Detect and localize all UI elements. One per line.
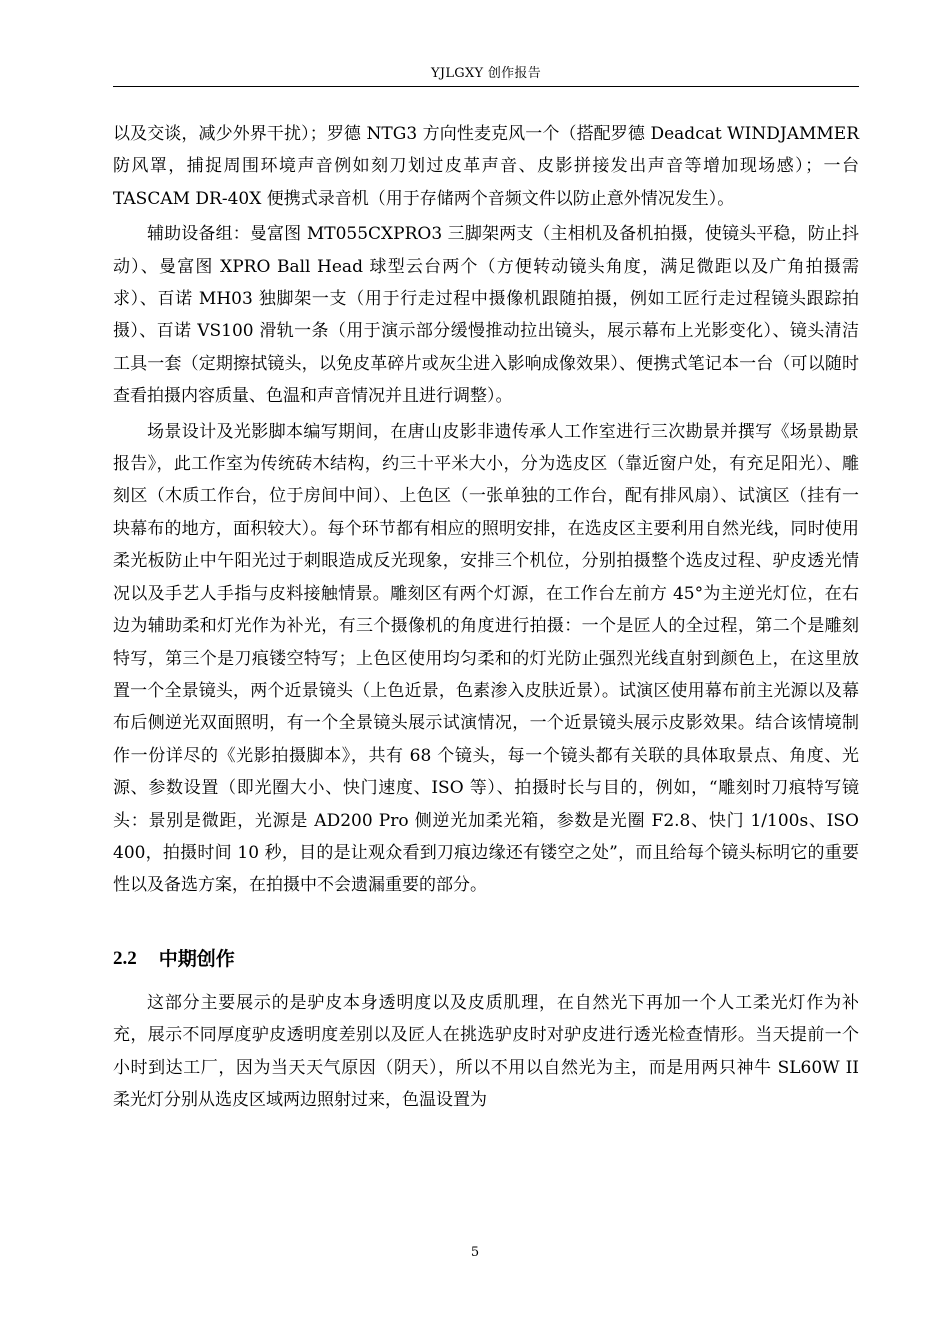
body-text [113,118,859,1116]
section-heading [113,902,859,987]
header-rule [113,86,859,87]
page-number: 5 [470,1245,480,1260]
running-header: YJLGXY 创作报告 [430,66,542,81]
paragraph-audio-equipment: 以及交谈，减少外界干扰）；罗德 NTG3 方向性麦克风一个（搭配罗德 Deadcat WINDJAMMER 防风罩，捕捉周围环境声音例如刻刀划过皮革声音、皮影拼接发出声音等增加现场感）；一台 TASCAM DR-40X 便携式录音机（用于存储两个音频文件以防止意外情况发生）。 [113,124,859,209]
paragraph-auxiliary-equipment: 辅助设备组：曼富图 MT055CXPRO3 三脚架两支（主相机及备机拍摄，使镜头平稳，防止抖动）、曼富图 XPRO Ball Head 球型云台两个（方便转动镜头角度，满足微距以及广角拍摄需求）、百诺 MH03 独脚架一支（用于行走过程中摄像机跟随拍摄，例如工匠行走过程镜头跟踪拍摄）、百诺 VS100 滑轨一条（用于演示部分缓慢推动拉出镜头，展示幕布上光影变化）、镜头清洁工具一套（定期擦拭镜头，以免皮革碎片或灰尘进入影响成像效果）、便携式笔记本一台（可以随时查看拍摄内容质量、色温和声音情况并且进行调整）。 [113,224,859,407]
paragraph-mid-production: 这部分主要展示的是驴皮本身透明度以及皮质肌理，在自然光下再加一个人工柔光灯作为补充，展示不同厚度驴皮透明度差别以及匠人在挑选驴皮时对驴皮进行透光检查情形。当天提前一个小时到达工厂，因为当天天气原因（阴天），所以不用以自然光为主，而是用两只神牛 SL60W II 柔光灯分别从选皮区域两边照射过来，色温设置为 [113,992,859,1110]
paragraph-scene-design: 场景设计及光影脚本编写期间，在唐山皮影非遗传承人工作室进行三次勘景并撰写《场景勘景报告》，此工作室为传统砖木结构，约三十平米大小，分为选皮区（靠近窗户处，有充足阳光）、雕刻区（木质工作台，位于房间中间）、上色区（一张单独的工作台，配有排风扇）、试演区（挂有一块幕布的地方，面积较大）。每个环节都有相应的照明安排，在选皮区主要利用自然光线，同时使用柔光板防止中午阳光过于刺眼造成反光现象，安排三个机位，分别拍摄整个选皮过程、驴皮透光情况以及手艺人手指与皮料接触情景。雕刻区有两个灯源，在工作台左前方 45°为主逆光灯位，在右边为辅助柔和灯光作为补光，有三个摄像机的角度进行拍摄：一个是匠人的全过程，第二个是雕刻特写，第三个是刀痕镂空特写；上色区使用均匀柔和的灯光防止强烈光线直射到颜色上，在这里放置一个全景镜头，两个近景镜头（上色近景，色素渗入皮肤近景）。试演区使用幕布前主光源以及幕布后侧逆光双面照明，有一个全景镜头展示试演情况，一个近景镜头展示皮影效果。结合该情境制作一份详尽的《光影拍摄脚本》，共有 68 个镜头，每一个镜头都有关联的具体取景点、角度、光源、参数设置（即光圈大小、快门速度、ISO 等）、拍摄时长与目的，例如，“雕刻时刀痕特写镜头：景别是微距，光源是 AD200 Pro 侧逆光加柔光箱，参数是光圈 F2.8、快门 1/100s、ISO 400，拍摄时间 10 秒，目的是让观众看到刀痕边缘还有镂空之处”，而且给每个镜头标明它的重要性以及备选方案，在拍摄中不会遗漏重要的部分。 [113,421,859,896]
section-number: 2.2 [113,948,137,970]
section-title: 中期创作 [158,948,235,971]
